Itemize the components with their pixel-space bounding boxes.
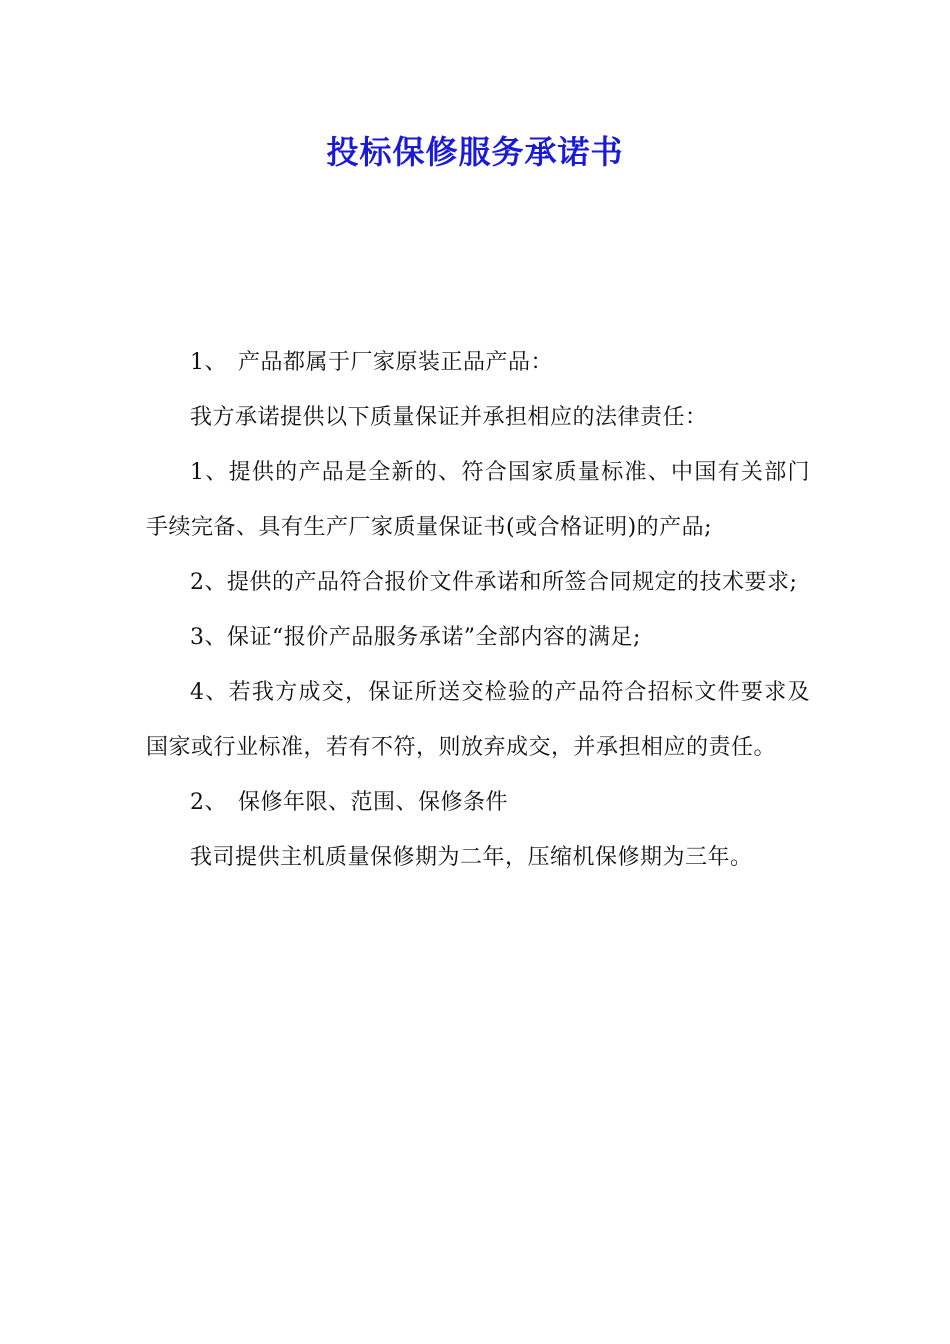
document-body — [146, 335, 810, 885]
paragraph: 1、提供的产品是全新的、符合国家质量标准、中国有关部门手续完备、具有生产厂家质量保证书(或合格证明)的产品; — [146, 460, 810, 540]
section-heading-text: 保修年限、范围、保修条件 — [238, 790, 509, 815]
paragraph: 我司提供主机质量保修期为二年，压缩机保修期为三年。 — [190, 845, 753, 870]
paragraph: 2、提供的产品符合报价文件承诺和所签合同规定的技术要求; — [190, 570, 798, 595]
paragraph: 3、保证“报价产品服务承诺”全部内容的满足; — [190, 625, 641, 650]
section-heading-1 — [146, 335, 810, 390]
section-number: 1、 — [190, 350, 227, 375]
paragraph: 4、若我方成交，保证所送交检验的产品符合招标文件要求及国家或行业标准，若有不符，则放弃成交，并承担相应的责任。 — [146, 680, 810, 760]
section-heading-text: 产品都属于厂家原装正品产品： — [238, 350, 554, 375]
section-number: 2、 — [190, 790, 227, 815]
paragraph: 我方承诺提供以下质量保证并承担相应的法律责任： — [190, 405, 708, 430]
document-title: 投标保修服务承诺书 — [326, 133, 624, 171]
section-heading-2 — [146, 775, 810, 830]
